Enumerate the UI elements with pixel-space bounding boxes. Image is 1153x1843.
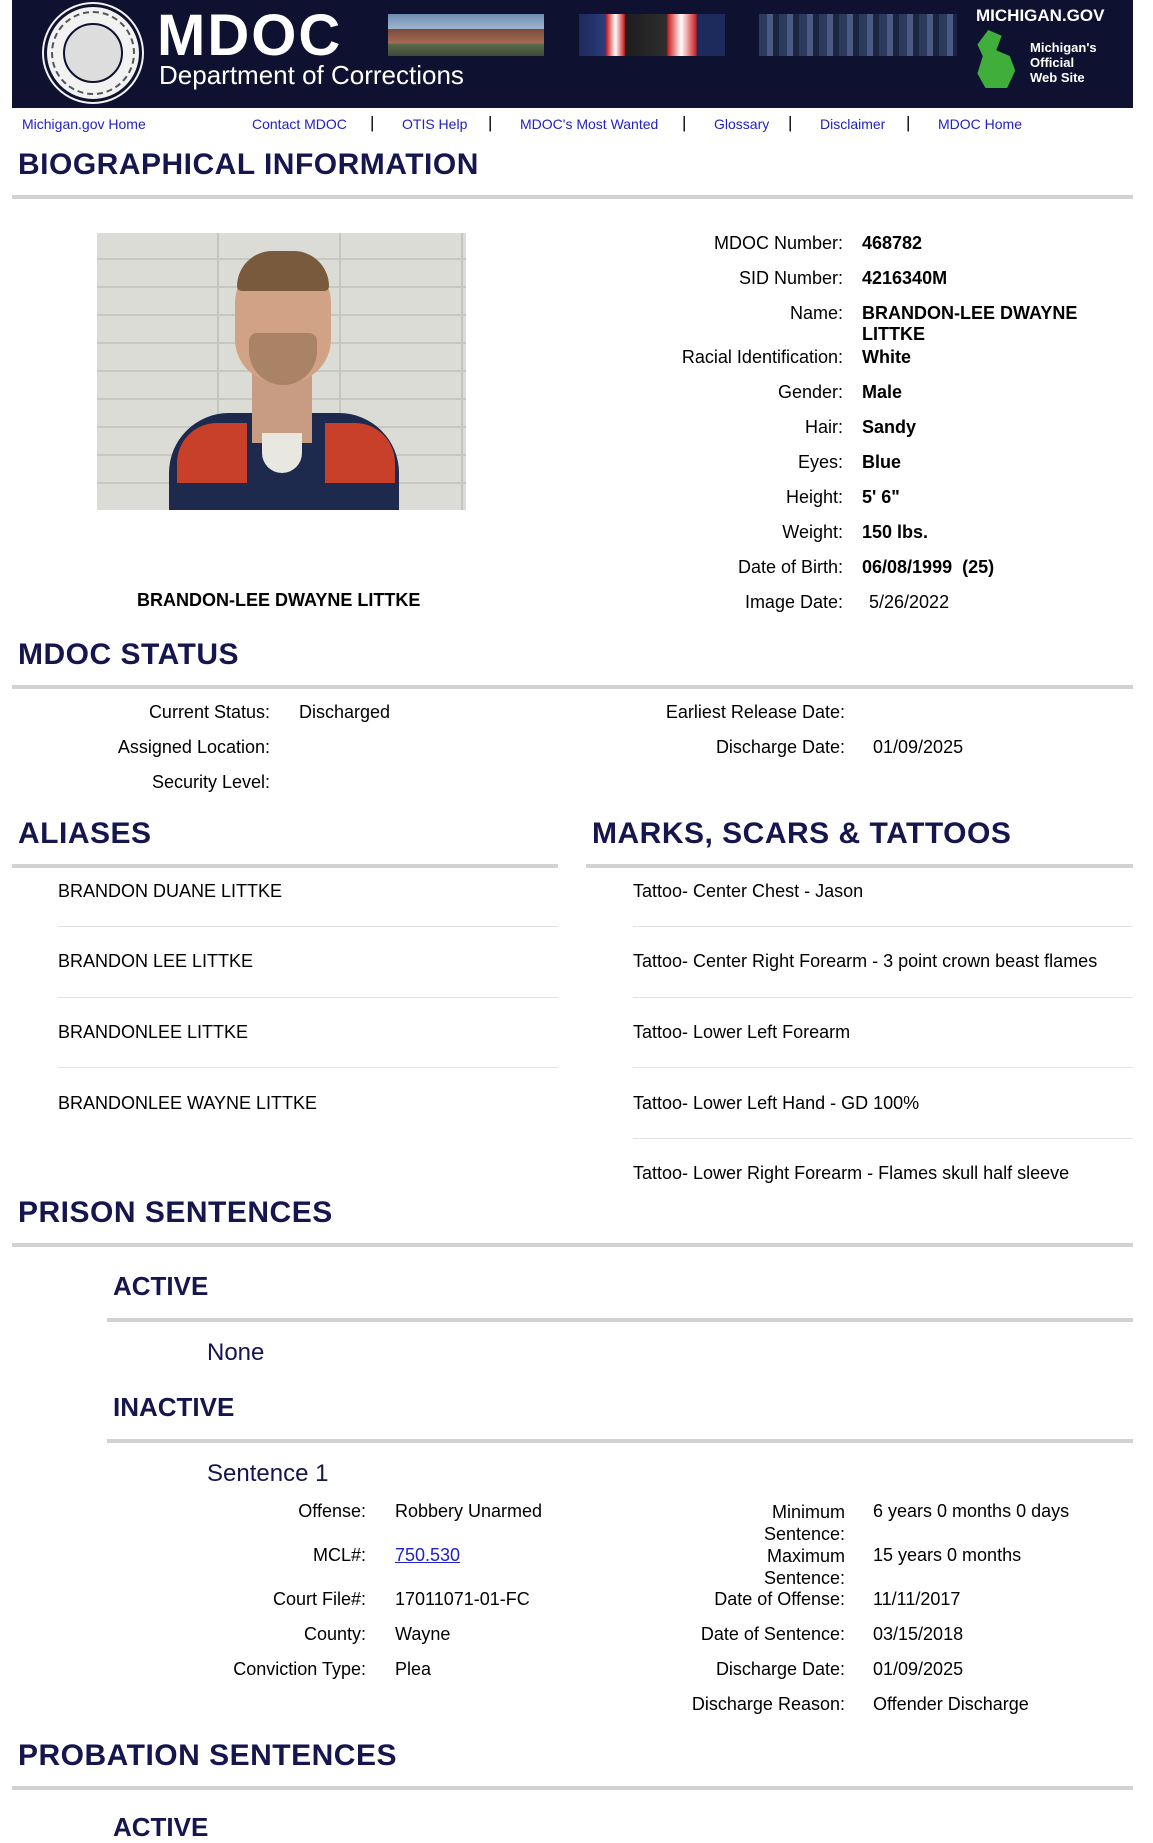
hair-label: Hair: <box>804 417 843 437</box>
status-discharge-value: 01/09/2025 <box>873 737 964 757</box>
offense-label: Offense: <box>298 1501 366 1521</box>
image-date-label: Image Date: <box>744 592 843 612</box>
prison-active-rule <box>107 1318 1133 1322</box>
security-level-label: Security Level: <box>151 772 270 792</box>
alias-divider <box>58 997 558 998</box>
prison-inactive-heading: INACTIVE <box>113 1392 235 1422</box>
mark-divider <box>633 926 1133 927</box>
mcl-label: MCL#: <box>312 1545 366 1565</box>
michigan-official-site <box>1030 40 1097 85</box>
tagline-line-2: Official <box>1030 55 1075 70</box>
mark-item: Tattoo- Center Chest - Jason <box>633 881 864 901</box>
prison-heading: PRISON SENTENCES <box>18 1196 333 1229</box>
min-sentence-label <box>764 1501 845 1545</box>
county-value: Wayne <box>395 1624 451 1644</box>
name-value: BRANDON-LEE DWAYNE <box>862 303 1078 323</box>
nav-contact-mdoc[interactable]: Contact MDOC <box>252 116 347 132</box>
race-label: Racial Identification: <box>681 347 843 367</box>
nav-separator: | <box>682 113 687 132</box>
eyes-label: Eyes: <box>797 452 843 472</box>
mark-item: Tattoo- Lower Right Forearm - Flames skull half sleeve <box>633 1163 1070 1183</box>
height-value: 5' 6" <box>862 487 900 507</box>
mdoc-number-value: 468782 <box>862 233 923 253</box>
gender-label: Gender: <box>777 382 843 402</box>
bio-heading: BIOGRAPHICAL INFORMATION <box>18 148 479 181</box>
nav-separator: | <box>370 113 375 132</box>
conviction-type-value: Plea <box>395 1659 432 1679</box>
date-sentence-label: Date of Sentence: <box>700 1624 845 1644</box>
hair-value: Sandy <box>862 417 917 437</box>
sid-number-value: 4216340M <box>862 268 948 288</box>
aliases-rule <box>12 864 558 868</box>
alias-item: BRANDONLEE WAYNE LITTKE <box>58 1093 318 1113</box>
nav-glossary[interactable]: Glossary <box>714 116 770 132</box>
current-status-label: Current Status: <box>148 702 270 722</box>
court-file-value: 17011071-01-FC <box>395 1589 530 1609</box>
prison-rule <box>12 1243 1133 1247</box>
status-heading: MDOC STATUS <box>18 638 240 671</box>
weight-label: Weight: <box>782 522 843 542</box>
header-banner <box>12 0 1133 108</box>
eyes-value: Blue <box>862 452 902 472</box>
status-discharge-label: Discharge Date: <box>715 737 845 757</box>
max-sentence-label-line1: Maximum <box>766 1546 845 1566</box>
agency-full-name: Department of Corrections <box>159 60 464 90</box>
max-sentence-label <box>764 1545 845 1589</box>
facility-photo <box>388 14 544 56</box>
officers-group-photo <box>759 14 957 56</box>
race-value: White <box>862 347 911 367</box>
max-sentence-label-line2: Sentence: <box>763 1568 845 1588</box>
alias-item: BRANDONLEE LITTKE <box>58 1022 249 1042</box>
alias-divider <box>58 926 558 927</box>
min-sentence-label-line2: Sentence: <box>763 1524 845 1544</box>
marks-heading: MARKS, SCARS & TATTOOS <box>592 817 1012 850</box>
prison-active-heading: ACTIVE <box>113 1271 209 1301</box>
alias-item: BRANDON LEE LITTKE <box>58 951 254 971</box>
alias-divider <box>58 1067 558 1068</box>
nav-michigan-gov-home[interactable]: Michigan.gov Home <box>22 116 146 132</box>
nav-mdoc-home[interactable]: MDOC Home <box>938 116 1023 132</box>
earliest-release-label: Earliest Release Date: <box>665 702 845 722</box>
weight-value: 150 lbs. <box>862 522 929 542</box>
dob-label: Date of Birth: <box>737 557 843 577</box>
mcl-link[interactable]: 750.530 <box>395 1545 461 1565</box>
alias-item: BRANDON DUANE LITTKE <box>58 881 283 901</box>
current-status-value: Discharged <box>299 702 391 722</box>
probation-active-heading: ACTIVE <box>113 1812 209 1842</box>
court-file-label: Court File#: <box>272 1589 366 1609</box>
aliases-heading: ALIASES <box>18 817 152 850</box>
mark-item: Tattoo- Lower Left Forearm <box>633 1022 851 1042</box>
sentence-title: Sentence 1 <box>207 1460 329 1487</box>
mark-divider <box>633 997 1133 998</box>
min-sentence-label-line1: Minimum <box>771 1502 845 1522</box>
height-label: Height: <box>785 487 843 507</box>
nav-separator: | <box>788 113 793 132</box>
status-rule <box>12 685 1133 689</box>
mdoc-number-label: MDOC Number: <box>713 233 843 253</box>
bio-rule <box>12 195 1133 199</box>
mark-divider <box>633 1138 1133 1139</box>
min-sentence-value: 6 years 0 months 0 days <box>873 1501 1070 1521</box>
mark-item: Tattoo- Lower Left Hand - GD 100% <box>633 1093 920 1113</box>
assigned-location-label: Assigned Location: <box>117 737 270 757</box>
photo-caption: BRANDON-LEE DWAYNE LITTKE <box>137 590 421 610</box>
nav-otis-help[interactable]: OTIS Help <box>402 116 468 132</box>
name-label: Name: <box>789 303 843 323</box>
sentence-discharge-value: 01/09/2025 <box>873 1659 964 1679</box>
sentence-discharge-label: Discharge Date: <box>715 1659 845 1679</box>
county-label: County: <box>303 1624 366 1644</box>
name-value-line2: LITTKE <box>862 324 925 344</box>
date-sentence-value: 03/15/2018 <box>873 1624 964 1644</box>
mark-divider <box>633 1067 1133 1068</box>
sid-number-label: SID Number: <box>738 268 843 288</box>
nav-most-wanted[interactable]: MDOC's Most Wanted <box>520 116 659 132</box>
mdoc-seal-logo <box>44 4 142 102</box>
discharge-reason-label: Discharge Reason: <box>691 1694 845 1714</box>
probation-rule <box>12 1786 1133 1790</box>
marks-rule <box>586 864 1133 868</box>
mark-item: Tattoo- Center Right Forearm - 3 point crown beast flames <box>633 951 1098 971</box>
dob-value: 06/08/1999 (25) <box>862 557 995 577</box>
conviction-type-label: Conviction Type: <box>233 1659 366 1679</box>
nav-separator: | <box>906 113 911 132</box>
offense-value: Robbery Unarmed <box>395 1501 543 1521</box>
discharge-reason-value: Offender Discharge <box>873 1694 1029 1714</box>
date-offense-label: Date of Offense: <box>714 1589 845 1609</box>
date-offense-value: 11/11/2017 <box>873 1589 961 1609</box>
michigan-gov-label[interactable]: MICHIGAN.GOV <box>976 6 1105 25</box>
nav-disclaimer[interactable]: Disclaimer <box>820 116 886 132</box>
top-nav <box>22 112 1122 136</box>
officers-flag-photo <box>579 14 725 56</box>
gender-value: Male <box>862 382 903 402</box>
max-sentence-value: 15 years 0 months <box>873 1545 1022 1565</box>
nav-separator: | <box>488 113 493 132</box>
tagline-line-1: Michigan's <box>1030 40 1097 55</box>
prison-inactive-rule <box>107 1439 1133 1443</box>
probation-heading: PROBATION SENTENCES <box>18 1739 397 1772</box>
mugshot-photo <box>97 233 466 510</box>
michigan-map-icon <box>972 30 1026 88</box>
tagline-line-3: Web Site <box>1030 70 1085 85</box>
agency-short-name: MDOC <box>157 3 343 68</box>
prison-active-none: None <box>207 1339 265 1366</box>
image-date-value: 5/26/2022 <box>869 592 950 612</box>
